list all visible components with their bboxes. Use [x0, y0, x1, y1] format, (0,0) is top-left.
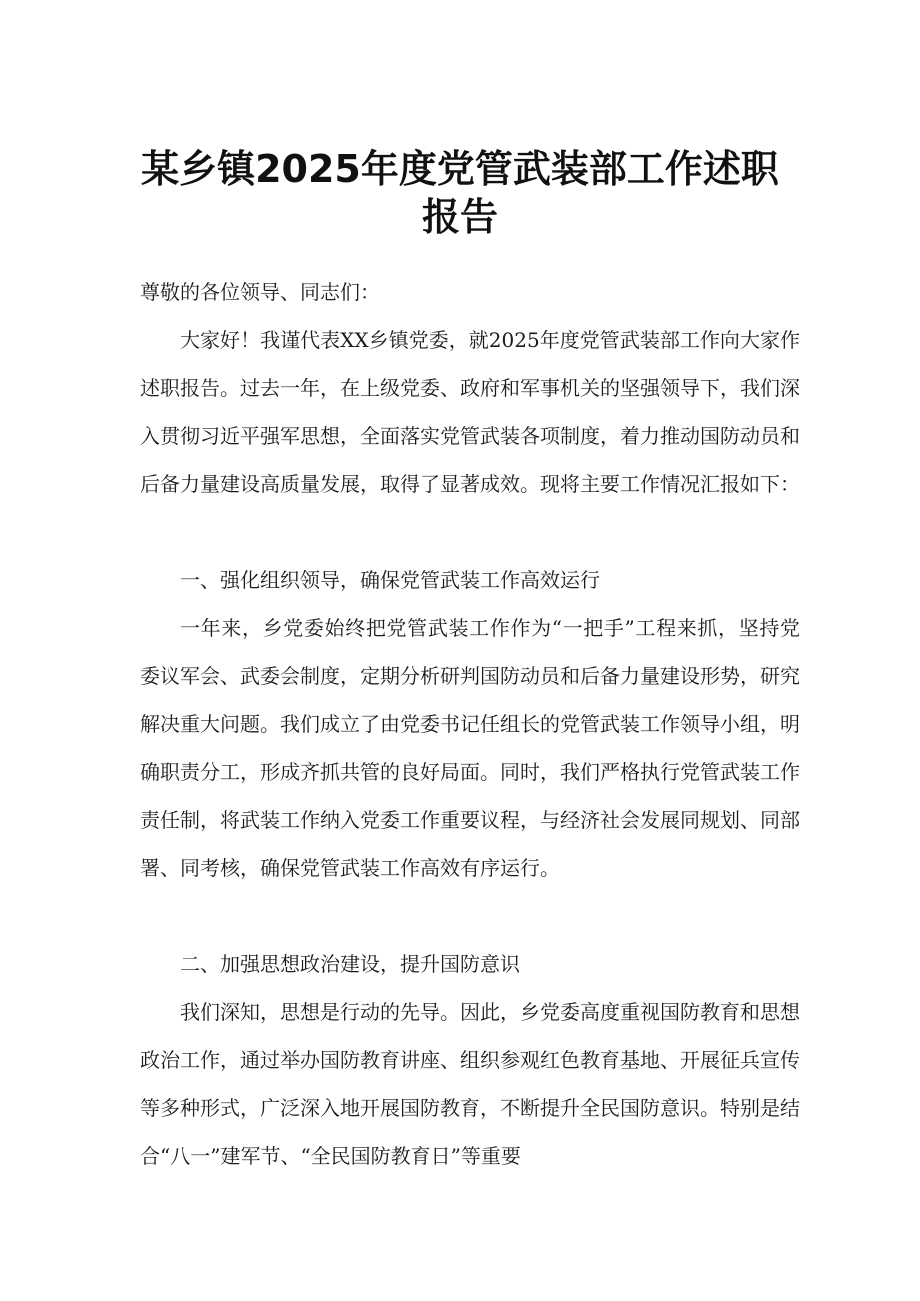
intro-paragraph: 大家好！我谨代表XX乡镇党委，就2025年度党管武装部工作向大家作述职报告。过去一年，在上级党委、政府和军事机关的坚强领导下，我们深入贯彻习近平强军思想，全面落实党管武装各项制度，着力推动国防动员和后备力量建设高质量发展，取得了显著成效。现将主要工作情况汇报如下： [140, 328, 800, 496]
section-heading-1: 一、强化组织领导，确保党管武装工作高效运行 [180, 568, 600, 592]
document-title-line-1: 某乡镇2025年度党管武装部工作述职 [141, 147, 779, 191]
section-paragraph-2: 我们深知，思想是行动的先导。因此，乡党委高度重视国防教育和思想政治工作，通过举办国防教育讲座、组织参观红色教育基地、开展征兵宣传等多种形式，广泛深入地开展国防教育，不断提升全民国防意识。特别是结合“八一”建军节、“全民国防教育日”等重要 [140, 1000, 800, 1168]
salutation: 尊敬的各位领导、同志们： [140, 280, 380, 304]
section-heading-2: 二、加强思想政治建设，提升国防意识 [180, 952, 520, 976]
section-paragraph-1: 一年来，乡党委始终把党管武装工作作为“一把手”工程来抓，坚持党委议军会、武委会制度，定期分析研判国防动员和后备力量建设形势，研究解决重大问题。我们成立了由党委书记任组长的党管武装工作领导小组，明确职责分工，形成齐抓共管的良好局面。同时，我们严格执行党管武装工作责任制，将武装工作纳入党委工作重要议程，与经济社会发展同规划、同部署、同考核，确保党管武装工作高效有序运行。 [140, 616, 800, 880]
document-title-line-2: 报告 [421, 195, 498, 239]
